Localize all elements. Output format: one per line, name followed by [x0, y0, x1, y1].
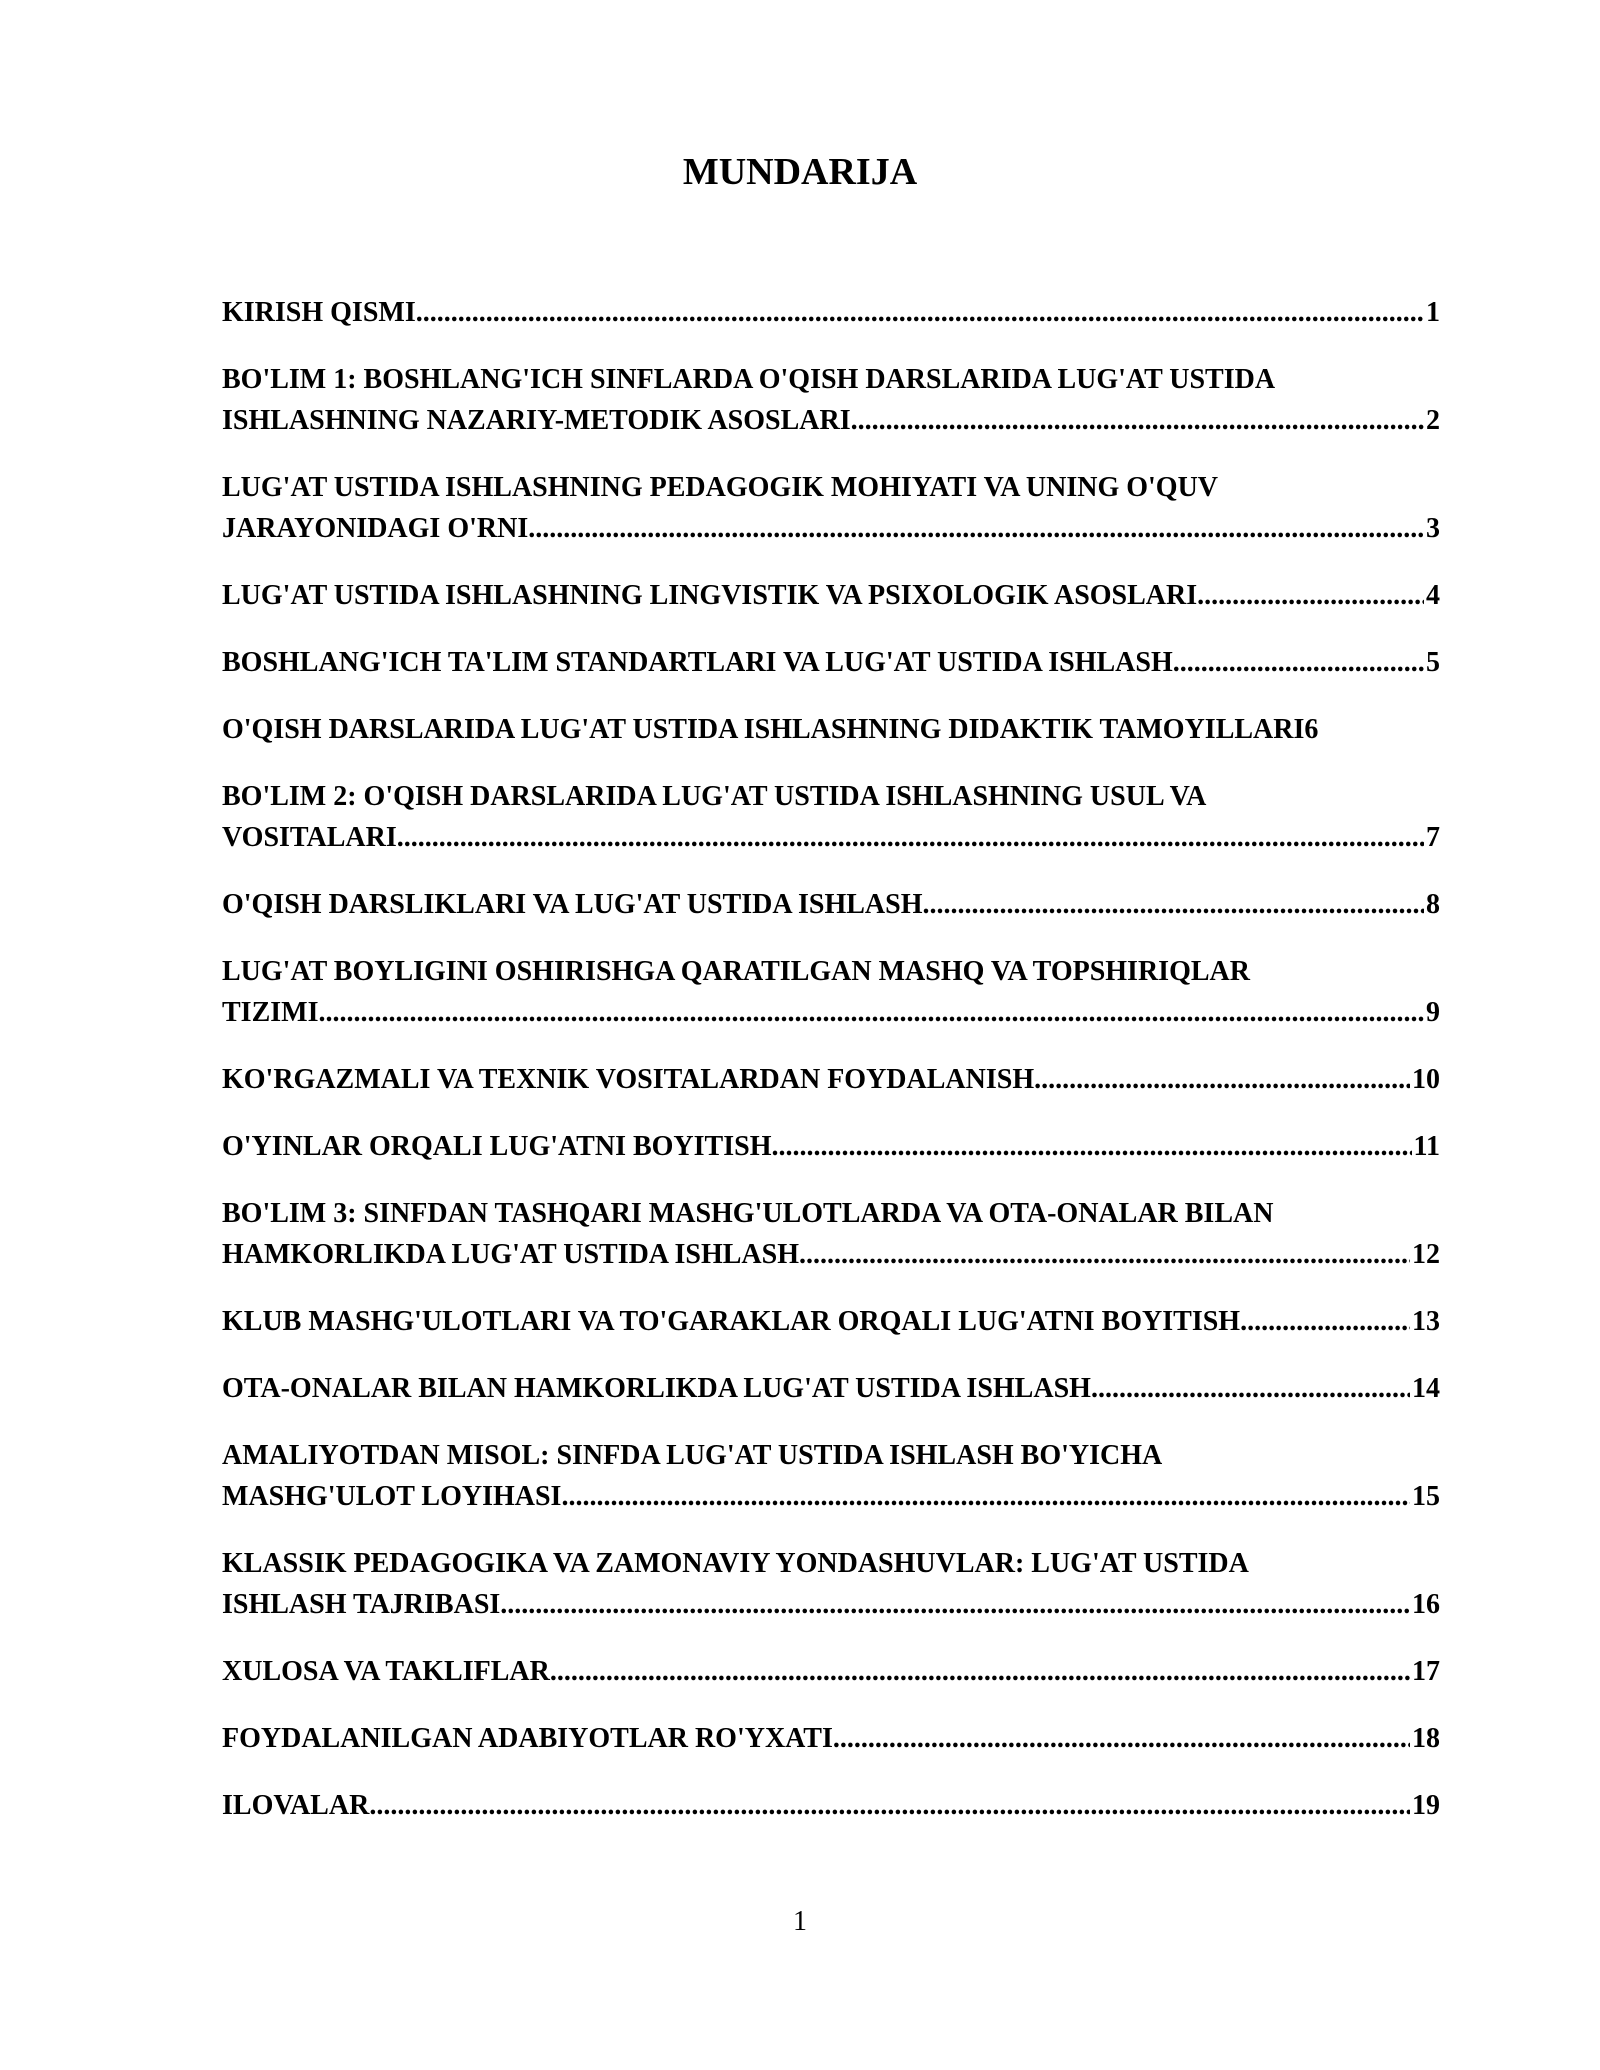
toc-entry-2[interactable] — [222, 359, 1440, 441]
toc-entry-19[interactable] — [222, 1785, 1440, 1826]
page-title: MUNDARIJA — [682, 151, 918, 193]
toc-entry-title-line2: HAMKORLIKDA LUG'AT USTIDA ISHLASH — [222, 1239, 799, 1270]
toc-entry-title: FOYDALANILGAN ADABIYOTLAR RO'YXATI — [222, 1723, 833, 1754]
dot-leader — [1091, 1368, 1410, 1409]
toc-entry-4[interactable] — [222, 575, 1440, 616]
toc-entry-title-line1: LUG'AT BOYLIGINI OSHIRISHGA QARATILGAN MASHQ VA TOPSHIRIQLAR — [222, 956, 1250, 987]
dot-leader — [771, 1126, 1411, 1167]
toc-entry-9[interactable] — [222, 951, 1440, 1033]
toc-entry-page: 1 — [1426, 297, 1440, 328]
toc-entry-13[interactable] — [222, 1301, 1440, 1342]
dot-leader — [561, 1476, 1410, 1517]
toc-entry-page: 6 — [1304, 714, 1319, 745]
toc-entry-3[interactable] — [222, 467, 1440, 549]
toc-entry-title: OTA-ONALAR BILAN HAMKORLIKDA LUG'AT USTIDA ISHLASH — [222, 1373, 1091, 1404]
toc-entry-page: 5 — [1426, 647, 1440, 678]
toc-entry-17[interactable] — [222, 1651, 1440, 1692]
toc-entry-page: 19 — [1412, 1790, 1440, 1821]
toc-entry-title: ILOVALAR — [222, 1790, 370, 1821]
toc-entry-page: 9 — [1426, 997, 1440, 1028]
page-number: 1 — [793, 1906, 807, 1937]
toc-entry-title-line1: LUG'AT USTIDA ISHLASHNING PEDAGOGIK MOHIYATI VA UNING O'QUV — [222, 472, 1219, 503]
toc-entry-title: O'QISH DARSLARIDA LUG'AT USTIDA ISHLASHNING DIDAKTIK TAMOYILLARI — [222, 714, 1305, 745]
toc-entry-1[interactable] — [222, 292, 1440, 333]
toc-entry-title-line2: TIZIMI — [222, 997, 319, 1028]
toc-entry-title: XULOSA VA TAKLIFLAR — [222, 1656, 550, 1687]
toc-entry-title: BOSHLANG'ICH TA'LIM STANDARTLARI VA LUG'AT USTIDA ISHLASH — [222, 647, 1173, 678]
dot-leader — [851, 400, 1424, 441]
dot-leader — [1197, 575, 1424, 616]
dot-leader — [1240, 1301, 1410, 1342]
toc-entry-5[interactable] — [222, 642, 1440, 683]
toc-entry-page: 7 — [1426, 822, 1440, 853]
dot-leader — [416, 292, 1424, 333]
toc-entry-6[interactable] — [222, 709, 1440, 750]
toc-entry-title-line1: AMALIYOTDAN MISOL: SINFDA LUG'AT USTIDA ISHLASH BO'YICHA — [222, 1440, 1163, 1471]
toc-entry-page: 13 — [1412, 1306, 1440, 1337]
toc-entry-title: KO'RGAZMALI VA TEXNIK VOSITALARDAN FOYDALANISH — [222, 1064, 1035, 1095]
toc-entry-page: 3 — [1426, 513, 1440, 544]
toc-entry-title-line2: ISHLASHNING NAZARIY-METODIK ASOSLARI — [222, 405, 851, 436]
toc-entry-title-line1: BO'LIM 2: O'QISH DARSLARIDA LUG'AT USTIDA ISHLASHNING USUL VA — [222, 781, 1207, 812]
toc-entry-page: 18 — [1412, 1723, 1440, 1754]
toc-entry-18[interactable] — [222, 1718, 1440, 1759]
toc-entry-title: KLUB MASHG'ULOTLARI VA TO'GARAKLAR ORQALI LUG'ATNI BOYITISH — [222, 1306, 1241, 1337]
dot-leader — [1034, 1059, 1410, 1100]
toc-entry-title: O'YINLAR ORQALI LUG'ATNI BOYITISH — [222, 1131, 772, 1162]
toc-entry-page: 16 — [1412, 1589, 1440, 1620]
toc-entry-14[interactable] — [222, 1368, 1440, 1409]
toc-entry-8[interactable] — [222, 884, 1440, 925]
dot-leader — [833, 1718, 1410, 1759]
toc-entry-title: LUG'AT USTIDA ISHLASHNING LINGVISTIK VA PSIXOLOGIK ASOSLARI — [222, 580, 1198, 611]
toc-entry-page: 12 — [1412, 1239, 1440, 1270]
toc-entry-10[interactable] — [222, 1059, 1440, 1100]
toc-entry-7[interactable] — [222, 776, 1440, 858]
toc-entry-title-line1: KLASSIK PEDAGOGIKA VA ZAMONAVIY YONDASHUVLAR: LUG'AT USTIDA — [222, 1548, 1249, 1579]
toc-entry-title-line1: BO'LIM 1: BOSHLANG'ICH SINFLARDA O'QISH DARSLARIDA LUG'AT USTIDA — [222, 364, 1276, 395]
dot-leader — [799, 1234, 1410, 1275]
dot-leader — [550, 1651, 1410, 1692]
toc-entry-15[interactable] — [222, 1435, 1440, 1517]
dot-leader — [369, 1785, 1410, 1826]
toc-entry-title-line2: VOSITALARI — [222, 822, 397, 853]
toc-entry-page: 15 — [1412, 1481, 1440, 1512]
toc-entry-title-line2: ISHLASH TAJRIBASI — [222, 1589, 501, 1620]
toc-entry-page: 2 — [1426, 405, 1440, 436]
toc-entry-page: 17 — [1412, 1656, 1440, 1687]
toc-entry-page: 10 — [1412, 1064, 1440, 1095]
toc-entry-11[interactable] — [222, 1126, 1440, 1167]
toc-entry-12[interactable] — [222, 1193, 1440, 1275]
toc-entry-page: 4 — [1426, 580, 1440, 611]
toc-entry-16[interactable] — [222, 1543, 1440, 1625]
dot-leader — [528, 508, 1424, 549]
dot-leader — [923, 884, 1425, 925]
toc-entry-page: 14 — [1412, 1373, 1440, 1404]
toc-entry-title: KIRISH QISMI — [222, 297, 416, 328]
toc-entry-page: 8 — [1426, 889, 1440, 920]
toc-entry-title-line2: JARAYONIDAGI O'RNI — [222, 513, 529, 544]
toc-entry-page: 11 — [1413, 1131, 1440, 1162]
dot-leader — [318, 992, 1424, 1033]
toc-entry-title: O'QISH DARSLIKLARI VA LUG'AT USTIDA ISHLASH — [222, 889, 923, 920]
toc-entry-title-line2: MASHG'ULOT LOYIHASI — [222, 1481, 562, 1512]
table-of-contents — [222, 292, 1440, 1852]
dot-leader — [1173, 642, 1424, 683]
dot-leader — [397, 817, 1424, 858]
dot-leader — [500, 1584, 1410, 1625]
toc-entry-title-line1: BO'LIM 3: SINFDAN TASHQARI MASHG'ULOTLARDA VA OTA-ONALAR BILAN — [222, 1198, 1274, 1229]
